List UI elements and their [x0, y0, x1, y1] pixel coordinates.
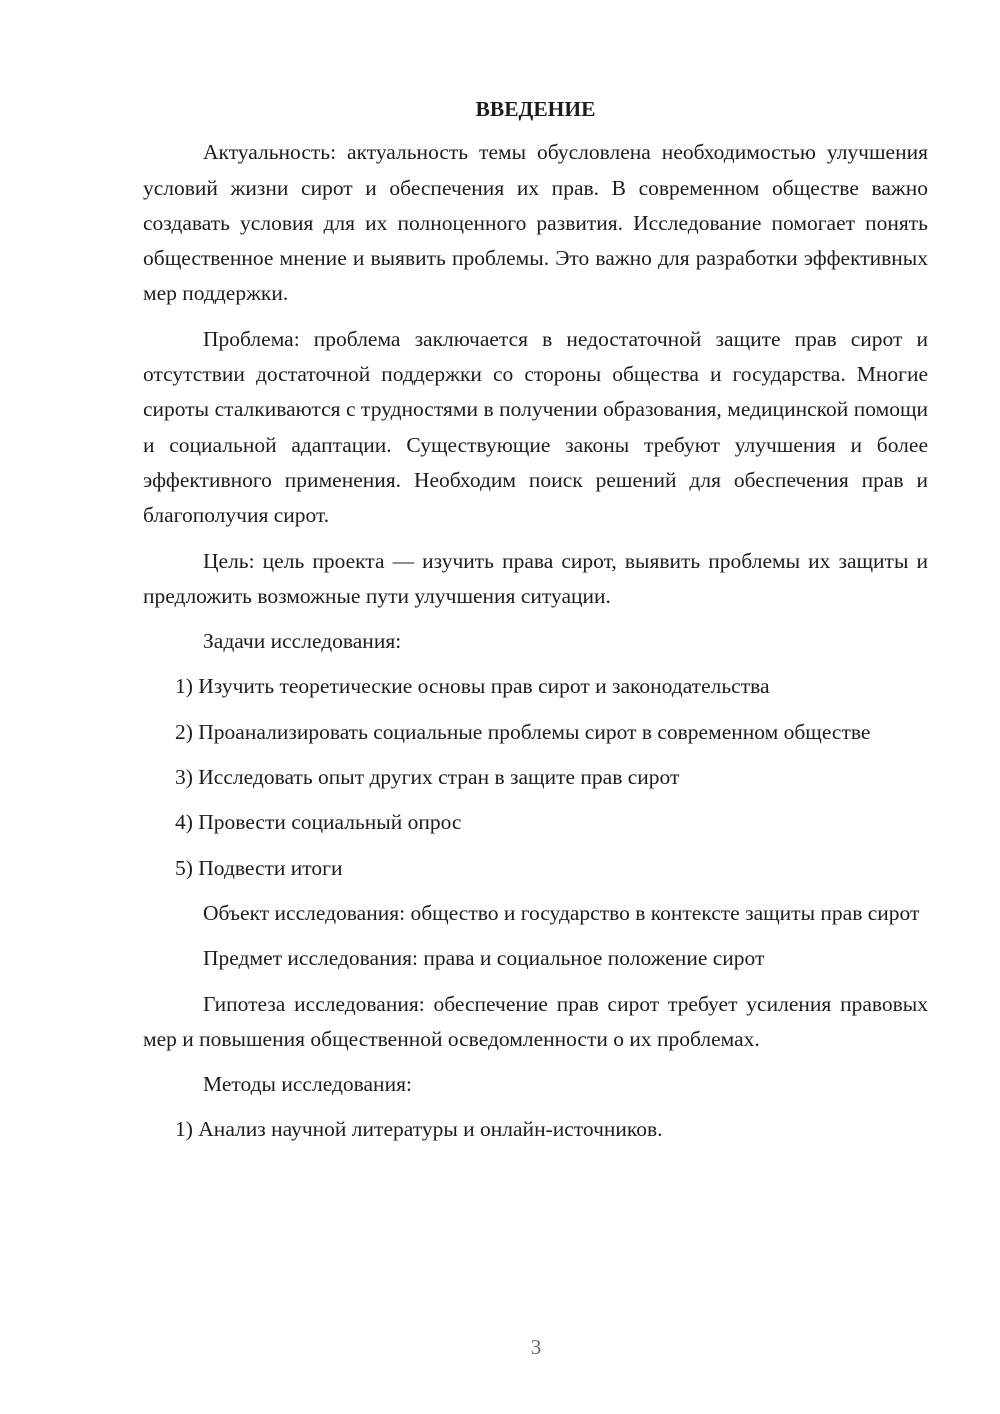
task-item: 4) Провести социальный опрос — [175, 810, 462, 835]
subject-paragraph: Предмет исследования: права и социальное положение сирот — [203, 946, 765, 971]
task-item: 3) Исследовать опыт других стран в защите прав сирот — [175, 765, 680, 790]
page-title: ВВЕДЕНИЕ — [475, 97, 596, 121]
page-text — [143, 92, 928, 1158]
task-item: 5) Подвести итоги — [175, 855, 343, 880]
goal-paragraph: Цель: цель проекта — изучить права сирот, выявить проблемы их защиты и предложить возможные пути улучшения ситуации. — [143, 548, 928, 608]
tasks-heading: Задачи исследования: — [203, 629, 402, 654]
hypothesis-paragraph: Гипотеза исследования: обеспечение прав сирот требует усиления правовых мер и повышения общественной осведомленности о их проблемах. — [143, 991, 928, 1051]
task-item: 2) Проанализировать социальные проблемы сирот в современном обществе — [175, 719, 871, 744]
relevance-paragraph: Актуальность: актуальность темы обусловлена необходимостью улучшения условий жизни сирот и обеспечения их прав. В современном обществе важно создавать условия для их полноценного развития. Исследование помогает понять общественное мнение и выявить проблемы. Это важно для разработки эффективных мер поддержки. — [143, 140, 928, 306]
problem-paragraph: Проблема: проблема заключается в недостаточной защите прав сирот и отсутствии достаточной поддержки со стороны общества и государства. Многие сироты сталкиваются с трудностями в получении образования, медицинской помощи и социальной адаптации. Существующие законы требуют улучшения и более эффективного применения. Необходим поиск решений для обеспечения прав и благополучия сирот. — [143, 326, 928, 528]
page-number: 3 — [530, 1335, 542, 1359]
method-item: 1) Анализ научной литературы и онлайн-источников. — [175, 1117, 663, 1142]
methods-heading: Методы исследования: — [203, 1072, 412, 1097]
object-paragraph: Объект исследования: общество и государство в контексте защиты прав сирот — [203, 900, 920, 925]
task-item: 1) Изучить теоретические основы прав сирот и законодательства — [175, 674, 770, 699]
